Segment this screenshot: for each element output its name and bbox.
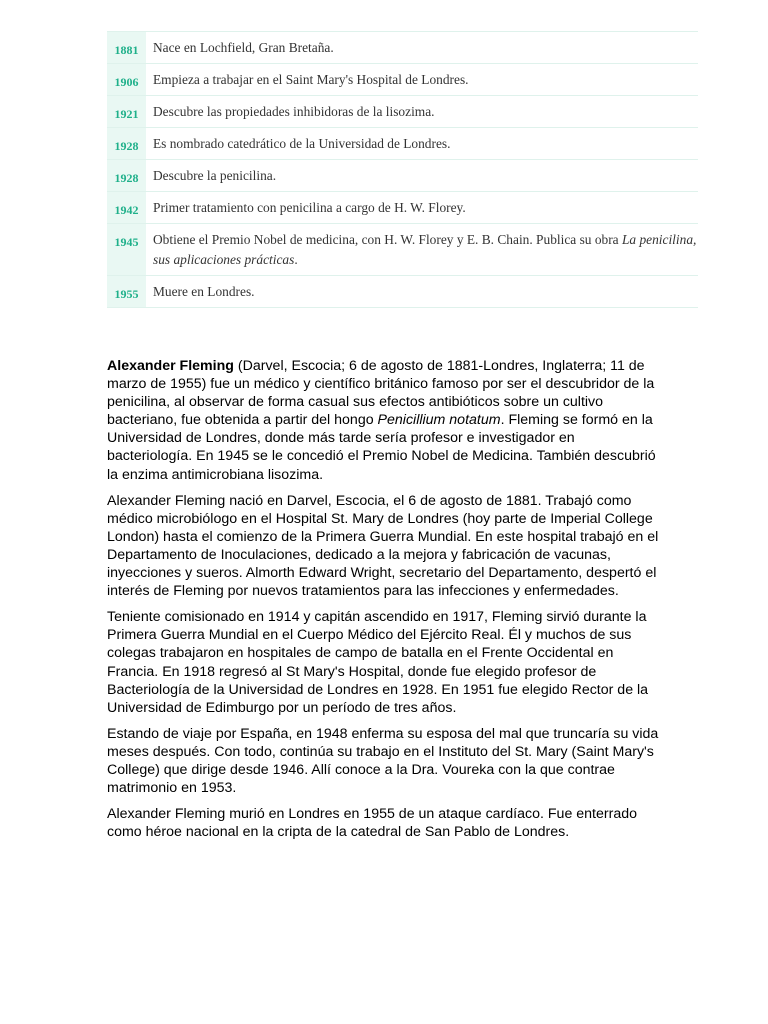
book-title: La penicilina, sus aplicaciones prácticas [153,232,697,267]
bio-paragraph-1 [107,357,663,484]
biography-text [107,357,663,849]
timeline-event: Descubre la penicilina. [146,160,698,192]
timeline-table [107,31,698,308]
timeline-year: 1955 [107,276,146,308]
species-name: Penicillium notatum [377,412,501,429]
timeline-event: Es nombrado catedrático de la Universidad de Londres. [146,128,698,160]
timeline-year: 1945 [107,224,146,276]
table-row [107,128,698,160]
timeline-event: Descubre las propiedades inhibidoras de la lisozima. [146,96,698,128]
table-row [107,64,698,96]
person-name: Alexander Fleming [107,358,234,374]
timeline-year: 1942 [107,192,146,224]
bio-text: . Fleming se formó en la Universidad de Londres, donde más tarde sería profesor e investigador en bacteriología. En 1945 se le concedió el Premio Nobel de Medicina. También descubrió la enzima antimicrobiana lisozima. [107,412,656,483]
timeline-year: 1928 [107,128,146,160]
timeline-event-text: Obtiene el Premio Nobel de medicina, con H. W. Florey y E. B. Chain. Publica su obra [153,232,622,247]
bio-paragraph-5: Alexander Fleming murió en Londres en 1955 de un ataque cardíaco. Fue enterrado como héroe nacional en la cripta de la catedral de San Pablo de Londres. [107,806,638,841]
table-row [107,96,698,128]
table-row [107,276,698,308]
bio-paragraph-2: Alexander Fleming nació en Darvel, Escocia, el 6 de agosto de 1881. Trabajó como médico microbiólogo en el Hospital St. Mary de Londres (hoy parte de Imperial College London) hasta el comienzo de la Primera Guerra Mundial. En este hospital trabajó en el Departamento de Inoculaciones, dedicado a la mejora y fabricación de vacunas, inyecciones y sueros. Almorth Edward Wright, secretario del Departamento, despertó el interés de Fleming por nuevos tratamientos para las infecciones y enfermedades. [107,492,659,600]
bio-text: (Darvel, Escocia; 6 de agosto de 1881-Londres, Inglaterra; 11 de marzo de 1955) fue un médico y científico británico famoso por ser el descubridor de la penicilina, al observar de forma casual sus efectos antibióticos sobre un cultivo bacteriano, fue obtenida a partir del hongo [107,358,655,429]
timeline-year: 1921 [107,96,146,128]
table-row [107,192,698,224]
timeline-event: Muere en Londres. [146,276,698,308]
table-row [107,160,698,192]
timeline-year: 1881 [107,32,146,64]
timeline-event [146,224,698,276]
table-row [107,32,698,64]
timeline-year: 1906 [107,64,146,96]
bio-paragraph-4: Estando de viaje por España, en 1948 enferma su esposa del mal que truncaría su vida meses después. Con todo, continúa su trabajo en el Instituto del St. Mary (Saint Mary's College) que dirige desde 1946. Allí conoce a la Dra. Voureka con la que contrae matrimonio en 1953. [107,725,659,797]
timeline-event: Primer tratamiento con penicilina a cargo de H. W. Florey. [146,192,698,224]
timeline-event: Empieza a trabajar en el Saint Mary's Hospital de Londres. [146,64,698,96]
timeline-year: 1928 [107,160,146,192]
table-row [107,224,698,276]
timeline-event-end: . [294,252,298,267]
timeline-event: Nace en Lochfield, Gran Bretaña. [146,32,698,64]
bio-paragraph-3: Teniente comisionado en 1914 y capitán ascendido en 1917, Fleming sirvió durante la Primera Guerra Mundial en el Cuerpo Médico del Ejército Real. Él y muchos de sus colegas trabajaron en hospitales de campo de batalla en el Frente Occidental en Francia. En 1918 regresó al St Mary's Hospital, donde fue elegido profesor de Bacteriología de la Universidad de Londres en 1928. En 1951 fue elegido Rector de la Universidad de Edimburgo por un período de tres años. [107,609,649,716]
